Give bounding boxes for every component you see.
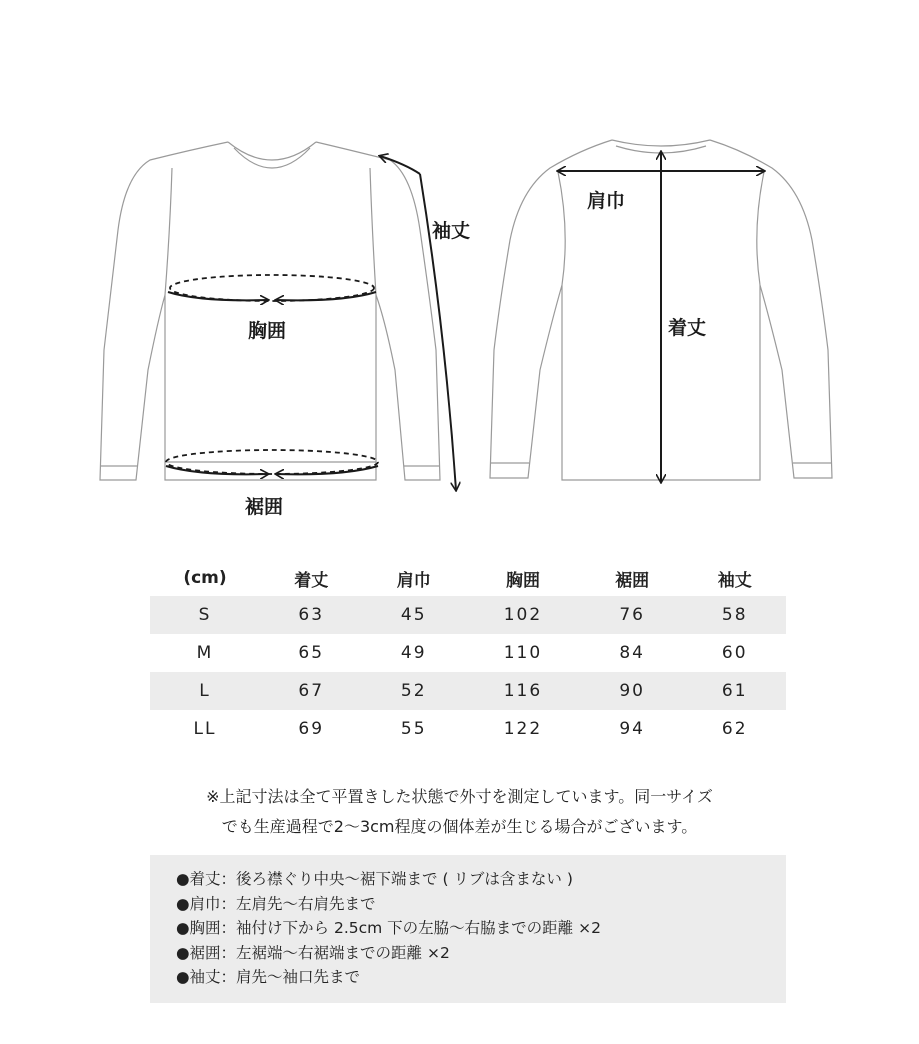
header-unit: (cm)	[183, 568, 227, 588]
table-header-row	[150, 560, 786, 596]
note-line-1: ※上記寸法は全て平置きした状態で外寸を測定しています。同一サイズ	[206, 787, 713, 806]
value-cell: 49	[400, 643, 427, 663]
header-sleeve: 袖丈	[717, 570, 752, 591]
value-cell: 116	[465, 672, 581, 710]
table-row	[150, 672, 786, 710]
value-cell: 65	[298, 643, 325, 663]
definitions-box	[150, 855, 786, 1003]
value-cell: 110	[503, 643, 543, 663]
value-cell: 62	[721, 719, 748, 739]
value-cell: 122	[503, 719, 543, 739]
header-length: 着丈	[294, 570, 329, 591]
shoulder-label: 肩巾	[587, 190, 626, 212]
value-cell: 90	[581, 672, 684, 710]
table-row	[150, 634, 786, 672]
front-shirt	[100, 142, 440, 480]
table-row	[150, 596, 786, 634]
definition-chest: ●胸囲：袖付け下から 2.5cm 下の左脇〜右脇までの距離 ×2	[176, 919, 601, 937]
value-cell: 58	[683, 596, 786, 634]
chest-label: 胸囲	[248, 320, 287, 342]
header-chest: 胸囲	[505, 570, 540, 591]
sleeve-measure	[380, 156, 456, 490]
length-label: 着丈	[668, 317, 707, 339]
size-cell: M	[196, 643, 214, 663]
header-shoulder: 肩巾	[396, 570, 431, 591]
value-cell: 69	[298, 719, 325, 739]
value-cell: 76	[581, 596, 684, 634]
value-cell: 63	[260, 596, 363, 634]
value-cell: 102	[465, 596, 581, 634]
chest-measure	[168, 275, 376, 301]
value-cell: 67	[260, 672, 363, 710]
size-cell: S	[150, 596, 260, 634]
value-cell: 84	[619, 643, 645, 663]
definition-hem: ●裾囲：左裾端〜右裾端までの距離 ×2	[176, 943, 450, 962]
value-cell: 52	[363, 672, 466, 710]
hem-label: 裾囲	[245, 496, 284, 518]
size-table	[150, 560, 786, 748]
value-cell: 94	[619, 719, 645, 739]
size-cell: LL	[193, 719, 217, 739]
definition-sleeve: ●袖丈：肩先〜袖口先まで	[176, 968, 361, 986]
size-cell: L	[150, 672, 260, 710]
definition-length: ●着丈：後ろ襟ぐり中央〜裾下端まで ( リブは含まない )	[176, 870, 573, 888]
table-row	[150, 710, 786, 748]
value-cell: 60	[721, 643, 748, 663]
value-cell: 55	[400, 719, 427, 739]
sleeve-label: 袖丈	[432, 220, 471, 242]
definition-shoulder: ●肩巾：左肩先〜右肩先まで	[176, 894, 376, 913]
value-cell: 45	[363, 596, 466, 634]
note-line-2: でも生産過程で2〜3cm程度の個体差が生じる場合がございます。	[221, 817, 698, 836]
value-cell: 61	[683, 672, 786, 710]
header-hem: 裾囲	[615, 570, 650, 591]
